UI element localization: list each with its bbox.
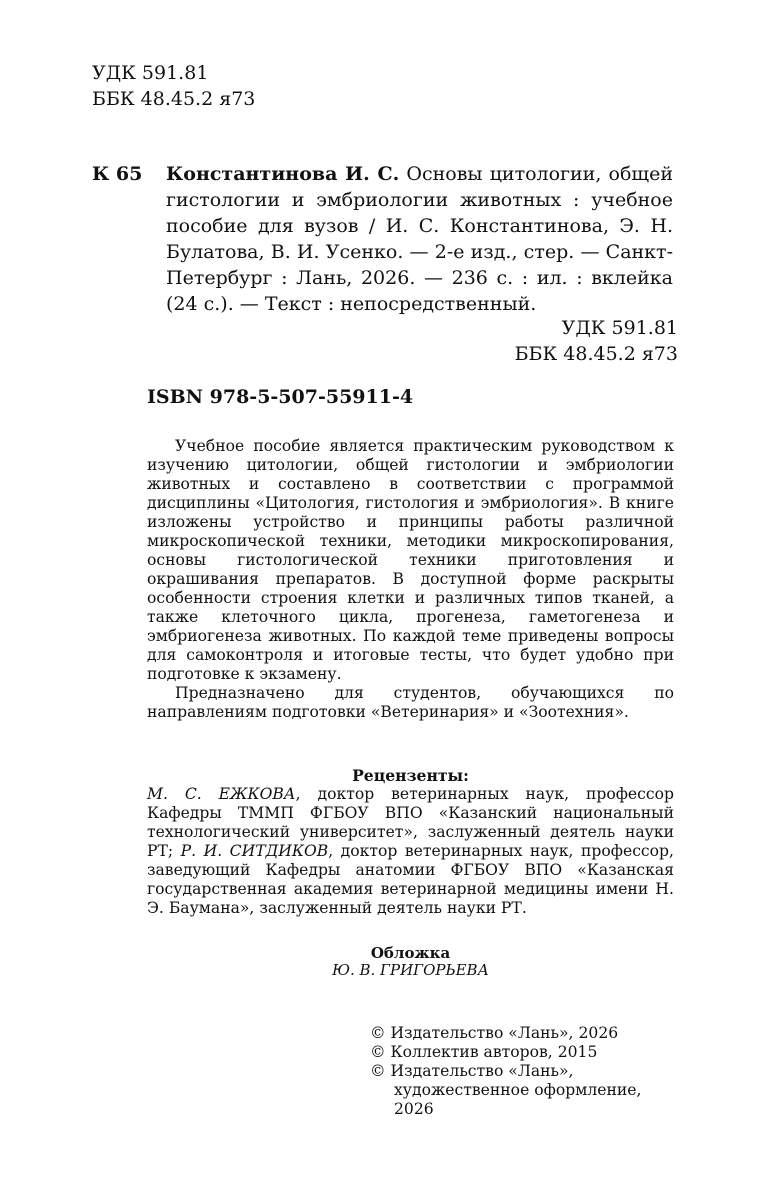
- copyright-line-2: © Коллектив авторов, 2015: [370, 1043, 598, 1061]
- catalog-description-text: Основы цитологии, общей гистологии и эмбриологии животных : учебное пособие для вузов / И. С. Константинова, Э. Н. Булатова, В. И. Усенко. — 2-е изд., стер. — Санкт-Петербург : Лань, 2026. — 236 с. : ил. : вклейка (24 с.). — Текст : непосредственный.: [166, 163, 673, 315]
- annotation: [147, 437, 674, 722]
- reviewer-2-text: , доктор ветеринарных наук, профессор, заведующий Кафедры анатомии ФГБОУ ВПО «Казанская государственная академия ветеринарной медицины имени Н. Э. Баумана», заслуженный деятель науки РТ.: [147, 842, 674, 917]
- author-mark: К 65: [92, 163, 143, 185]
- annotation-paragraph-1: Учебное пособие является практическим руководством к изучению цитологии, общей гистологии и эмбриологии животных и составлено в соответствии с программой дисциплины «Цитология, гистология и эмбриология». В книге изложены устройство и принципы работы различной микроскопической техники, методики микроскопирования, основы гистологической техники приготовления и окрашивания препаратов. В доступной форме раскрыты особенности строения клетки и различных типов тканей, а также клеточного цикла, прогенеза, гаметогенеза и эмбриогенеза животных. По каждой теме приведены вопросы для самоконтроля и итоговые тесты, что будет удобно при подготовке к экзамену.: [147, 437, 674, 683]
- top-udk: УДК 591.81: [92, 62, 209, 84]
- catalog-classification: [400, 315, 678, 367]
- top-classification: [92, 60, 255, 112]
- reviewer-1-name: М. С. ЕЖКОВА: [147, 785, 296, 803]
- copyright-block: [370, 1024, 680, 1119]
- copyright-line-3: © Издательство «Лань»,: [370, 1062, 574, 1080]
- catalog-description: [166, 161, 673, 317]
- isbn: ISBN 978-5-507-55911-4: [147, 386, 414, 408]
- copyright-line-4: художественное оформление, 2026: [394, 1081, 642, 1118]
- reviewers-text: [147, 785, 674, 918]
- top-bbk: ББК 48.45.2 я73: [92, 88, 256, 110]
- annotation-paragraph-2: Предназначено для студентов, обучающихся по направлениям подготовки «Ветеринария» и «Зоотехния».: [147, 684, 674, 721]
- cover-designer: Ю. В. ГРИГОРЬЕВА: [332, 961, 489, 979]
- reviewers-heading: Рецензенты:: [352, 766, 469, 785]
- reviewer-1-text: , доктор ветеринарных наук, профессор Кафедры ТММП ФГБОУ ВПО «Казанский национальный технологический университет», заслуженный деятель науки РТ;: [147, 785, 674, 860]
- catalog-author: Константинова И. С.: [166, 163, 400, 185]
- cover-heading: Обложка: [370, 944, 451, 962]
- reviewer-2-name: Р. И. СИТДИКОВ: [180, 842, 329, 860]
- catalog-bbk: ББК 48.45.2 я73: [514, 343, 678, 365]
- copyright-line-1: © Издательство «Лань», 2026: [370, 1024, 619, 1042]
- catalog-udk: УДК 591.81: [561, 317, 678, 339]
